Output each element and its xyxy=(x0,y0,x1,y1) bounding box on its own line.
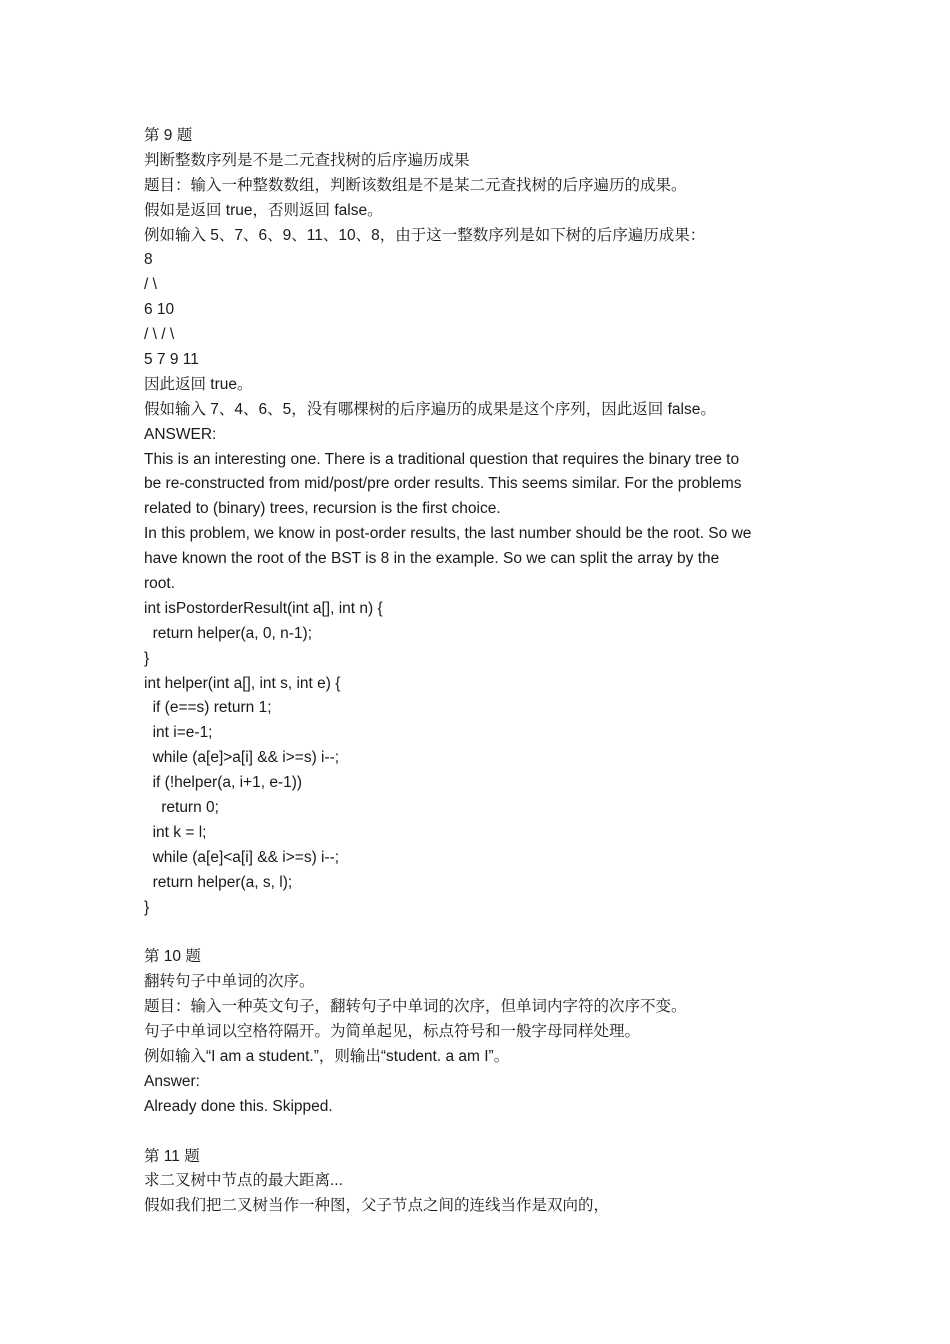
q9-return-rule: 假如是返回 true，否则返回 false。 xyxy=(144,201,383,219)
section-spacer xyxy=(144,921,824,946)
q9-code-line: } xyxy=(144,649,150,667)
q11-heading: 第 11 题 xyxy=(144,1147,200,1165)
q9-code-line: if (e==s) return 1; xyxy=(144,699,272,717)
q9-title: 判断整数序列是不是二元查找树的后序遍历成果 xyxy=(144,151,470,169)
q9-tree-line: / \ / \ xyxy=(144,326,175,344)
q9-code-line: int isPostorderResult(int a[], int n) { xyxy=(144,599,383,617)
q10-answer-label: Answer: xyxy=(144,1072,200,1090)
document-body xyxy=(144,124,824,1219)
q9-answer-line: related to (binary) trees, recursion is the first choice. xyxy=(144,500,501,518)
q10-prompt: 题目：输入一种英文句子，翻转句子中单词的次序，但单词内字符的次序不变。 xyxy=(144,998,687,1016)
section-spacer xyxy=(144,1120,824,1145)
q9-code-line: } xyxy=(144,898,150,916)
q9-code-line: while (a[e]<a[i] && i>=s) i--; xyxy=(144,848,340,866)
q10-title: 翻转句子中单词的次序。 xyxy=(144,973,315,991)
q9-example-result: 因此返回 true。 xyxy=(144,375,253,393)
q11-title: 求二叉树中节点的最大距离... xyxy=(144,1172,343,1190)
q9-tree-line: 6 10 xyxy=(144,301,175,319)
q9-code-line: if (!helper(a, i+1, e-1)) xyxy=(144,774,303,792)
q9-answer-line: In this problem, we know in post-order results, the last number should be the root. So we xyxy=(144,525,752,543)
q10-answer: Already done this. Skipped. xyxy=(144,1097,333,1115)
q9-prompt: 题目：输入一种整数数组，判断该数组是不是某二元查找树的后序遍历的成果。 xyxy=(144,176,687,194)
q11-prompt: 假如我们把二叉树当作一种图，父子节点之间的连线当作是双向的， xyxy=(144,1197,610,1215)
q9-answer-line: have known the root of the BST is 8 in the example. So we can split the array by the xyxy=(144,550,720,568)
q9-tree-line: / \ xyxy=(144,276,157,294)
q9-code-line: return 0; xyxy=(144,799,219,817)
q9-example: 例如输入 5、7、6、9、11、10、8，由于这一整数序列是如下树的后序遍历成果： xyxy=(144,226,706,244)
q10-example: 例如输入“I am a student.”，则输出“student. a am I”。 xyxy=(144,1047,510,1065)
q9-code-line: while (a[e]>a[i] && i>=s) i--; xyxy=(144,749,340,767)
q9-code-line: int k = l; xyxy=(144,823,207,841)
q10-rule: 句子中单词以空格符隔开。为简单起见，标点符号和一般字母同样处理。 xyxy=(144,1023,641,1041)
q9-answer-line: This is an interesting one. There is a traditional question that requires the binary tree to xyxy=(144,450,740,468)
q9-answer-label: ANSWER: xyxy=(144,425,217,443)
q9-code-line: int helper(int a[], int s, int e) { xyxy=(144,674,341,692)
q9-code-line: return helper(a, s, l); xyxy=(144,873,293,891)
q9-code-line: return helper(a, 0, n-1); xyxy=(144,624,312,642)
q9-answer-line: root. xyxy=(144,575,176,593)
q9-tree-line: 8 xyxy=(144,251,153,269)
q9-code-line: int i=e-1; xyxy=(144,724,213,742)
q10-heading: 第 10 题 xyxy=(144,948,201,966)
q9-heading: 第 9 题 xyxy=(144,127,193,144)
q9-tree-line: 5 7 9 11 xyxy=(144,351,199,369)
q9-answer-line: be re-constructed from mid/post/pre order results. This seems similar. For the problems xyxy=(144,475,742,493)
q9-counter-example: 假如输入 7、4、6、5，没有哪棵树的后序遍历的成果是这个序列，因此返回 false。 xyxy=(144,400,716,418)
